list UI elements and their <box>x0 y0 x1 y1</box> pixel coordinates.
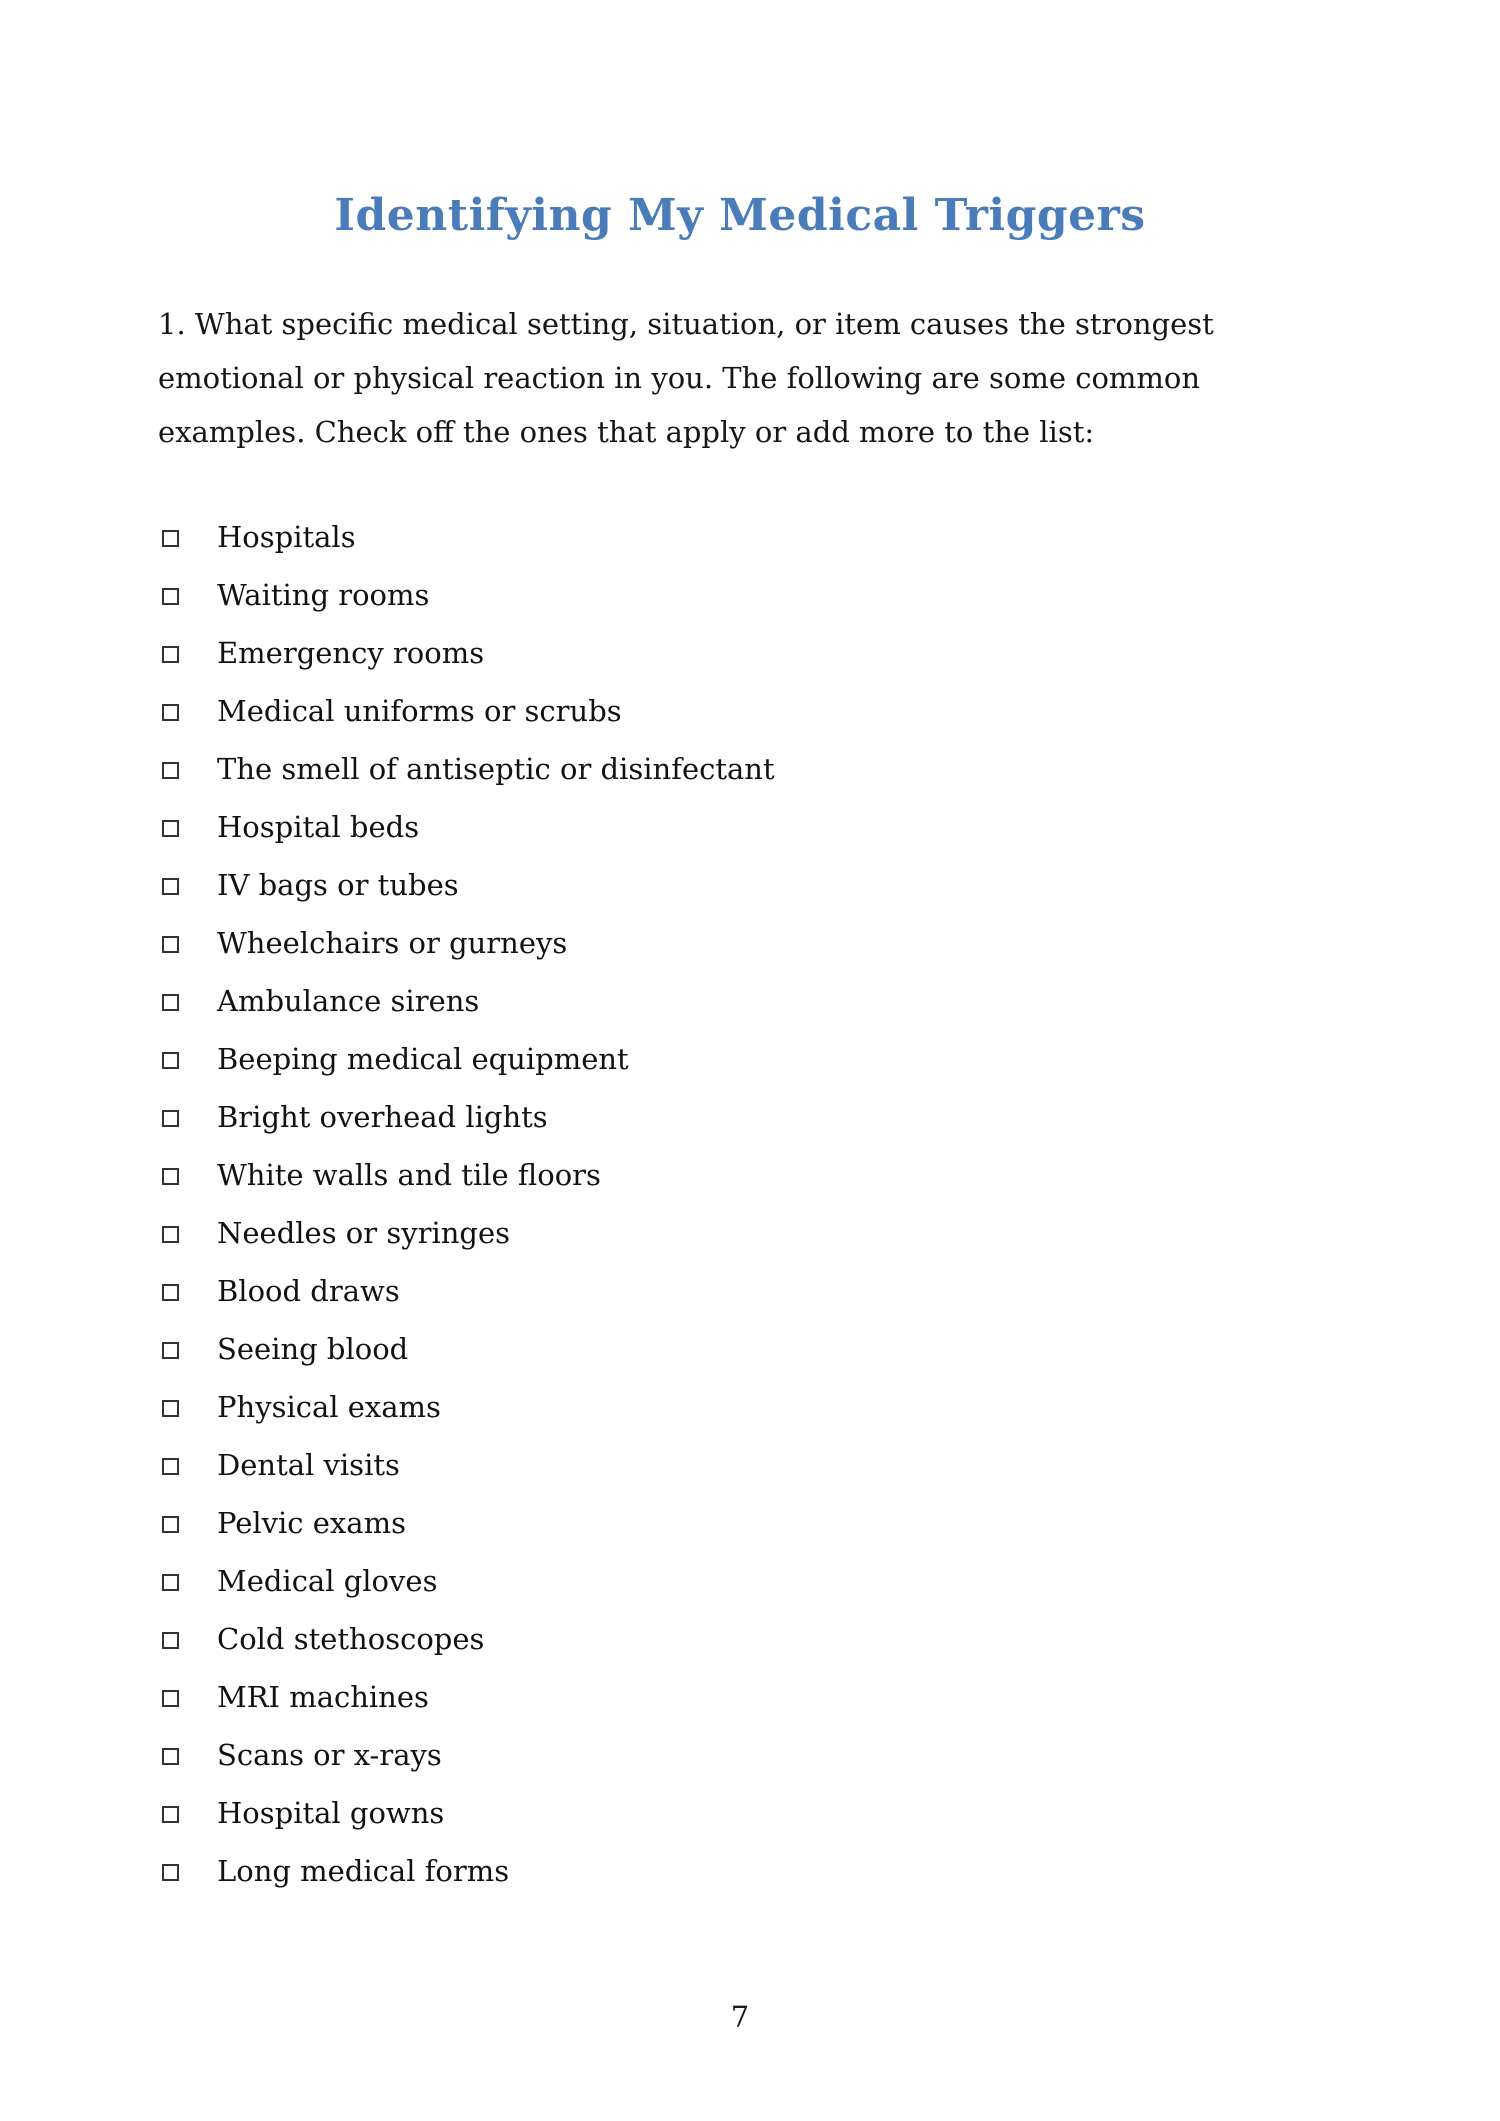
checkbox-unchecked-icon[interactable] <box>162 994 179 1011</box>
content-column <box>158 0 1322 2121</box>
checklist-item-label: Emergency rooms <box>217 636 485 670</box>
checklist-row <box>158 972 1322 1030</box>
checklist-item-label: Cold stethoscopes <box>217 1622 485 1656</box>
checkbox-unchecked-icon[interactable] <box>162 588 179 605</box>
checkbox-unchecked-icon[interactable] <box>162 1342 179 1359</box>
checklist-row <box>158 914 1322 972</box>
checkbox-unchecked-icon[interactable] <box>162 1516 179 1533</box>
checklist-item-label: Seeing blood <box>217 1332 409 1366</box>
checklist-row <box>158 856 1322 914</box>
checkbox-unchecked-icon[interactable] <box>162 1400 179 1417</box>
checklist-row <box>158 1842 1322 1900</box>
checkbox-unchecked-icon[interactable] <box>162 936 179 953</box>
checklist-row <box>158 1784 1322 1842</box>
checklist-item-label: Long medical forms <box>217 1854 510 1888</box>
checkbox-unchecked-icon[interactable] <box>162 820 179 837</box>
checklist-row <box>158 624 1322 682</box>
checkbox-unchecked-icon[interactable] <box>162 1168 179 1185</box>
checklist-row <box>158 1726 1322 1784</box>
checklist-item-label: Bright overhead lights <box>217 1100 548 1134</box>
checklist-row <box>158 1088 1322 1146</box>
checklist-item-label: Hospitals <box>217 520 356 554</box>
trigger-checklist <box>158 508 1322 1900</box>
checkbox-unchecked-icon[interactable] <box>162 1574 179 1591</box>
checkbox-unchecked-icon[interactable] <box>162 1226 179 1243</box>
question-line-2: emotional or physical reaction in you. The following are some common <box>158 361 1201 395</box>
checklist-item-label: Pelvic exams <box>217 1506 406 1540</box>
checklist-item-label: Physical exams <box>217 1390 441 1424</box>
checklist-row <box>158 1436 1322 1494</box>
checklist-item-label: IV bags or tubes <box>217 868 459 902</box>
checklist-item-label: Waiting rooms <box>217 578 430 612</box>
checklist-item-label: Blood draws <box>217 1274 400 1308</box>
checkbox-unchecked-icon[interactable] <box>162 646 179 663</box>
checklist-item-label: MRI machines <box>217 1680 429 1714</box>
checklist-item-label: The smell of antiseptic or disinfectant <box>217 752 775 786</box>
checklist-item-label: Ambulance sirens <box>217 984 480 1018</box>
checklist-row <box>158 1668 1322 1726</box>
question-paragraph <box>158 297 1322 459</box>
checklist-row <box>158 1204 1322 1262</box>
checklist-item-label: White walls and tile floors <box>217 1158 601 1192</box>
checkbox-unchecked-icon[interactable] <box>162 878 179 895</box>
checklist-row <box>158 1320 1322 1378</box>
checklist-row <box>158 682 1322 740</box>
checkbox-unchecked-icon[interactable] <box>162 704 179 721</box>
checklist-row <box>158 1262 1322 1320</box>
checklist-row <box>158 1552 1322 1610</box>
checkbox-unchecked-icon[interactable] <box>162 1864 179 1881</box>
checklist-item-label: Hospital gowns <box>217 1796 445 1830</box>
checkbox-unchecked-icon[interactable] <box>162 530 179 547</box>
checkbox-unchecked-icon[interactable] <box>162 1052 179 1069</box>
checklist-row <box>158 1030 1322 1088</box>
checklist-item-label: Scans or x-rays <box>217 1738 442 1772</box>
checklist-row <box>158 508 1322 566</box>
page-title: Identifying My Medical Triggers <box>334 190 1146 241</box>
question-line-3: examples. Check off the ones that apply or add more to the list: <box>158 415 1095 449</box>
checkbox-unchecked-icon[interactable] <box>162 762 179 779</box>
checkbox-unchecked-icon[interactable] <box>162 1110 179 1127</box>
page-number: 7 <box>730 2000 750 2034</box>
question-line-1: 1. What specific medical setting, situation, or item causes the strongest <box>158 307 1214 341</box>
checklist-item-label: Medical gloves <box>217 1564 438 1598</box>
checkbox-unchecked-icon[interactable] <box>162 1690 179 1707</box>
checklist-row <box>158 1610 1322 1668</box>
checklist-item-label: Dental visits <box>217 1448 400 1482</box>
checklist-row <box>158 566 1322 624</box>
checkbox-unchecked-icon[interactable] <box>162 1748 179 1765</box>
checkbox-unchecked-icon[interactable] <box>162 1284 179 1301</box>
checklist-item-label: Medical uniforms or scrubs <box>217 694 622 728</box>
checkbox-unchecked-icon[interactable] <box>162 1806 179 1823</box>
checklist-item-label: Needles or syringes <box>217 1216 511 1250</box>
checklist-item-label: Wheelchairs or gurneys <box>217 926 568 960</box>
checklist-row <box>158 1494 1322 1552</box>
checklist-item-label: Beeping medical equipment <box>217 1042 629 1076</box>
checkbox-unchecked-icon[interactable] <box>162 1632 179 1649</box>
checklist-row <box>158 740 1322 798</box>
checklist-item-label: Hospital beds <box>217 810 420 844</box>
checklist-row <box>158 1378 1322 1436</box>
checkbox-unchecked-icon[interactable] <box>162 1458 179 1475</box>
checklist-row <box>158 798 1322 856</box>
checklist-row <box>158 1146 1322 1204</box>
